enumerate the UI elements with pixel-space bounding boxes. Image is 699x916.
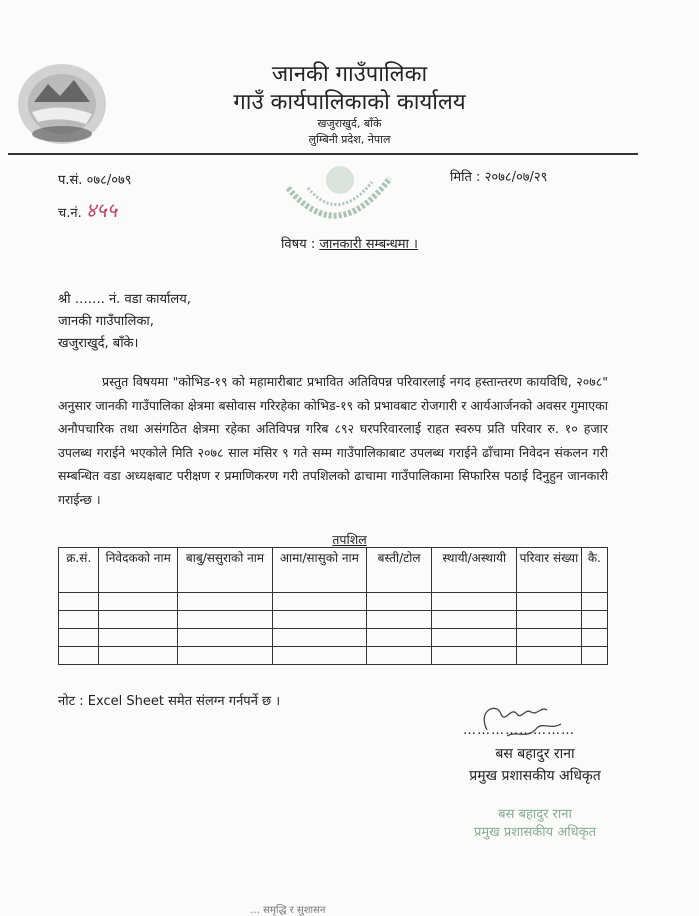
column-header: आमा/सासुको नाम: [272, 548, 366, 593]
table-header-row: [59, 548, 608, 593]
table-cell: [581, 629, 607, 647]
dispatch-number: [58, 196, 117, 223]
table-row: [59, 647, 608, 665]
table-cell: [432, 647, 517, 665]
table-cell: [581, 647, 607, 665]
details-table: [58, 547, 608, 665]
table-cell: [178, 611, 273, 629]
column-header: बाबु/ससुराको नाम: [178, 548, 273, 593]
table-cell: [99, 647, 178, 665]
signature-line: ……………………: [463, 723, 575, 738]
table-cell: [272, 593, 366, 611]
table-cell: [517, 629, 582, 647]
table-cell: [59, 593, 99, 611]
table-cell: [178, 593, 273, 611]
office-stamp: [278, 158, 398, 236]
address-line: खजुराखुर्द, बाँके: [317, 117, 382, 130]
column-header: परिवार संख्या: [517, 548, 582, 593]
recipient-line: खजुराखुर्द, बाँके।: [58, 336, 139, 351]
table-cell: [432, 629, 517, 647]
signatory-role: प्रमुख प्रशासकीय अधिकृत: [469, 768, 601, 784]
recipient-line: श्री ……. नं. वडा कार्यालय,: [58, 292, 191, 307]
table-cell: [99, 611, 178, 629]
office-name: गाउँ कार्यपालिकाको कार्यालय: [233, 90, 466, 115]
table-row: [59, 593, 608, 611]
table-cell: [272, 647, 366, 665]
table-cell: [432, 611, 517, 629]
table-cell: [272, 611, 366, 629]
table-cell: [59, 611, 99, 629]
address-line: लुम्बिनी प्रदेश, नेपाल: [308, 133, 391, 146]
column-header: बस्ती/टोल: [366, 548, 432, 593]
table-cell: [272, 629, 366, 647]
org-name: जानकी गाउँपालिका: [271, 62, 428, 87]
role-stamp: प्रमुख प्रशासकीय अधिकृत: [473, 825, 597, 840]
letter-body: प्रस्तुत विषयमा "कोभिड-१९ को महामारीबाट प्रभावित अतिविपन्न परिवारलाई नगद हस्तान्तरण कायविधि, २०७८" अनुसार जानकी गाउँपालिका क्षेत्रमा बसोवास गरिरहेका कोभिड-१९ को प्रभावबाट रोजगारी र आर्यआर्जनको अवसर गुमाएका अनौपचारिक तथा असंगठित क्षेत्रमा रहेका अतिविपन्न गरिब ८९२ घरपरिवारलाई राहत स्वरुप प्रति परिवार रु. १० हजार उपलब्ध गराईने भएकोले मिति २०७८ साल मंसिर ९ गते सम्म गाउँपालिकाबाट उपलब्ध गराईने ढाँचामा निवेदन संकलन गरी सम्बन्धित वडा अध्यक्षबाट परीक्षण र प्रमाणिकरण गरी तपशिलको ढाचामा गाउँपालिकामा सिफारिस पठाई दिनुहुन जानकारी गराईन्छ ।: [58, 374, 608, 507]
header-divider: [8, 153, 638, 155]
table-cell: [581, 611, 607, 629]
table-cell: [517, 611, 582, 629]
table-cell: [59, 647, 99, 665]
column-header: निवेदकको नाम: [99, 548, 178, 593]
table-cell: [517, 647, 582, 665]
column-header: कै.: [581, 548, 607, 593]
table-cell: [59, 629, 99, 647]
table-cell: [581, 593, 607, 611]
column-header: क्र.सं.: [59, 548, 99, 593]
subject-label: विषय :: [281, 237, 320, 252]
table-cell: [99, 629, 178, 647]
table-cell: [366, 647, 432, 665]
table-row: [59, 611, 608, 629]
name-stamp: बस बहादुर राना: [498, 807, 572, 822]
table-cell: [432, 593, 517, 611]
table-cell: [366, 629, 432, 647]
table-cell: [99, 593, 178, 611]
column-header: स्थायी/अस्थायी: [432, 548, 517, 593]
reference-number: प.सं. ०७८/०७९: [58, 173, 132, 188]
letter-date: मिति : २०७८/०७/२९: [450, 170, 548, 185]
table-title: तपशिल: [332, 532, 367, 547]
subject-line: [0, 234, 699, 252]
footer-slogan: … समृद्धि र सुशासन: [250, 905, 326, 916]
recipient-line: जानकी गाउँपालिका,: [58, 314, 154, 329]
signatory-name: बस बहादुर राना: [495, 746, 575, 762]
table-cell: [178, 629, 273, 647]
note-text: नोट : Excel Sheet समेत संलग्न गर्नपर्ने छ ।: [58, 694, 281, 709]
subject-text: जानकारी सम्बन्धमा ।: [319, 237, 418, 252]
dispatch-handwritten: ४५५: [85, 198, 118, 222]
dispatch-label: च.नं.: [58, 206, 82, 221]
table-cell: [366, 593, 432, 611]
table-cell: [366, 611, 432, 629]
table-cell: [178, 647, 273, 665]
table-row: [59, 629, 608, 647]
table-cell: [517, 593, 582, 611]
